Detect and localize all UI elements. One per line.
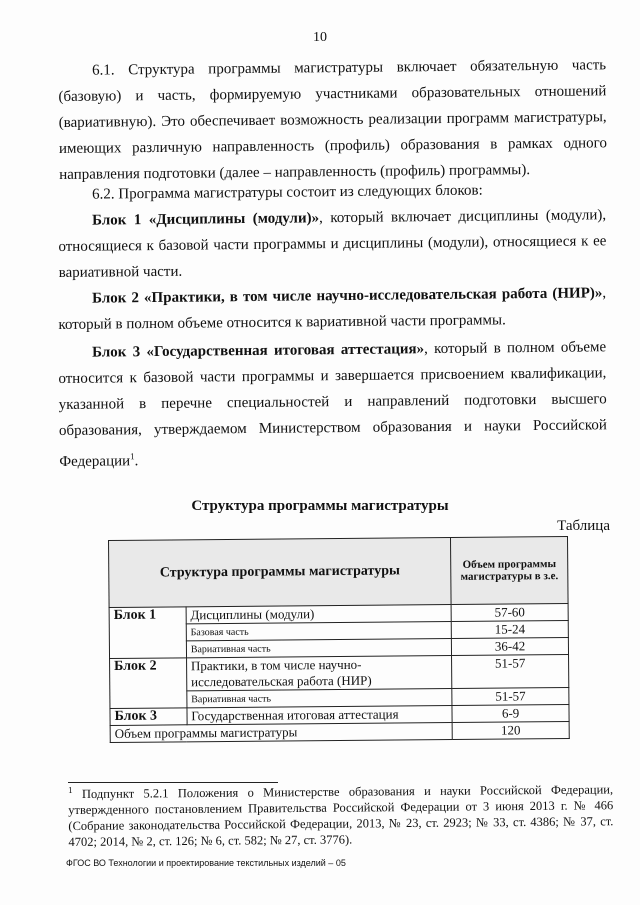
table-header-row [109,536,569,607]
block-2-var-value: 51-57 [452,687,569,705]
block-2-var: Вариативная часть [187,689,452,708]
block-3-cell: Блок 3 [110,708,187,726]
table-row [110,654,569,691]
block-1-name: Дисциплины (модули) [186,605,451,624]
block-1-text: , который включает дисциплины (модули), относящиеся к базовой части программы и дисциплины (модули), относящиеся к ее вариативной части. [58,207,607,281]
block-3-value: 6-9 [452,704,569,722]
page-footer: ФГОС ВО Технологии и проектирование текстильных изделий – 05 [66,858,346,868]
block-1-var: Вариативная часть [186,639,451,658]
block-1-base-value: 15-24 [451,620,568,638]
block-2-text: , который в полном объеме относится к вариативной части программы. [58,285,607,333]
header-volume: Объем программы магистратуры в з.е. [451,536,568,604]
header-structure: Структура программы магистратуры [109,538,452,608]
page-number: 10 [313,30,327,45]
block-1-cell: Блок 1 [109,607,186,659]
block-3-name: Государственная итоговая аттестация [187,706,452,725]
total-value: 120 [452,721,569,739]
table-caption: Структура программы магистратуры [191,498,449,514]
table-total-row [110,721,569,742]
structure-table [108,536,570,743]
block-1-title: Блок 1 «Дисциплины (модули)» [92,210,320,229]
footnote-text: Подпункт 5.2.1 Положения о Министерстве образования и науки Российской Федерации, утвержденного постановлением Правительства Российской Федерации от 3 июня 2013 г. № 466 (Собрание законодательства Российской Федерации, 2013, № 23, ст. 2923; № 33, ст. 4386; № 37, ст. 4702; 2014, № 2, ст. 126; № 6, ст. 582; № 27, ст. 3776). [68,782,614,850]
block-1-value: 57-60 [451,603,568,621]
paragraph-block-2 [58,280,607,338]
paragraph-6-2: 6.2. Программа магистратуры состоит из следующих блоков: [92,182,483,203]
block-1-base: Базовая часть [186,622,451,641]
total-label: Объем программы магистратуры [110,723,452,743]
paragraph-6-1: 6.1. Структура программы магистратуры включает обязательную часть (базовую) и часть, формируемую участниками образовательных отношений (вариативную). Это обеспечивает возможность реализации программ магистратуры, имеющих различную направленность (профиль) образования в рамках одного направления подготовки (далее – направленность (профиль) программы). [58,57,608,183]
paragraph-block-3: Блок 3 «Государственная итоговая аттестация», который в полном объеме относится к базовой части программы и завершается присвоением квалификации, указанной в перечне специальностей и направлений подготовки высшего образования, утверждаемом Министерством образования и науки Российской Федерации$^1$. [58,339,608,470]
block-2-title: Блок 2 «Практики, в том числе научно-исследовательская работа (НИР)» [92,285,603,307]
table-label: Таблица [557,518,610,534]
block-3-title: Блок 3 «Государственная итоговая аттестация» [92,341,425,361]
block-2-cell: Блок 2 [110,658,187,709]
block-3-text: , который в полном объеме относится к базовой части программы и завершается присвоением квалификации, указанной в перечне специальностей и направлений подготовки высшего образования, утверждаемом Министерством образования и науки Российской Федерации [58,339,608,470]
paragraph-block-1 [58,202,607,286]
footnote [68,777,614,850]
block-2-name: Практики, в том числе научно-исследовательская работа (НИР) [186,656,452,691]
footnote-ref: 1 [130,451,135,462]
footnote-mark: 1 [68,784,73,795]
block-2-value: 51-57 [452,654,569,688]
block-1-var-value: 36-42 [452,637,569,655]
